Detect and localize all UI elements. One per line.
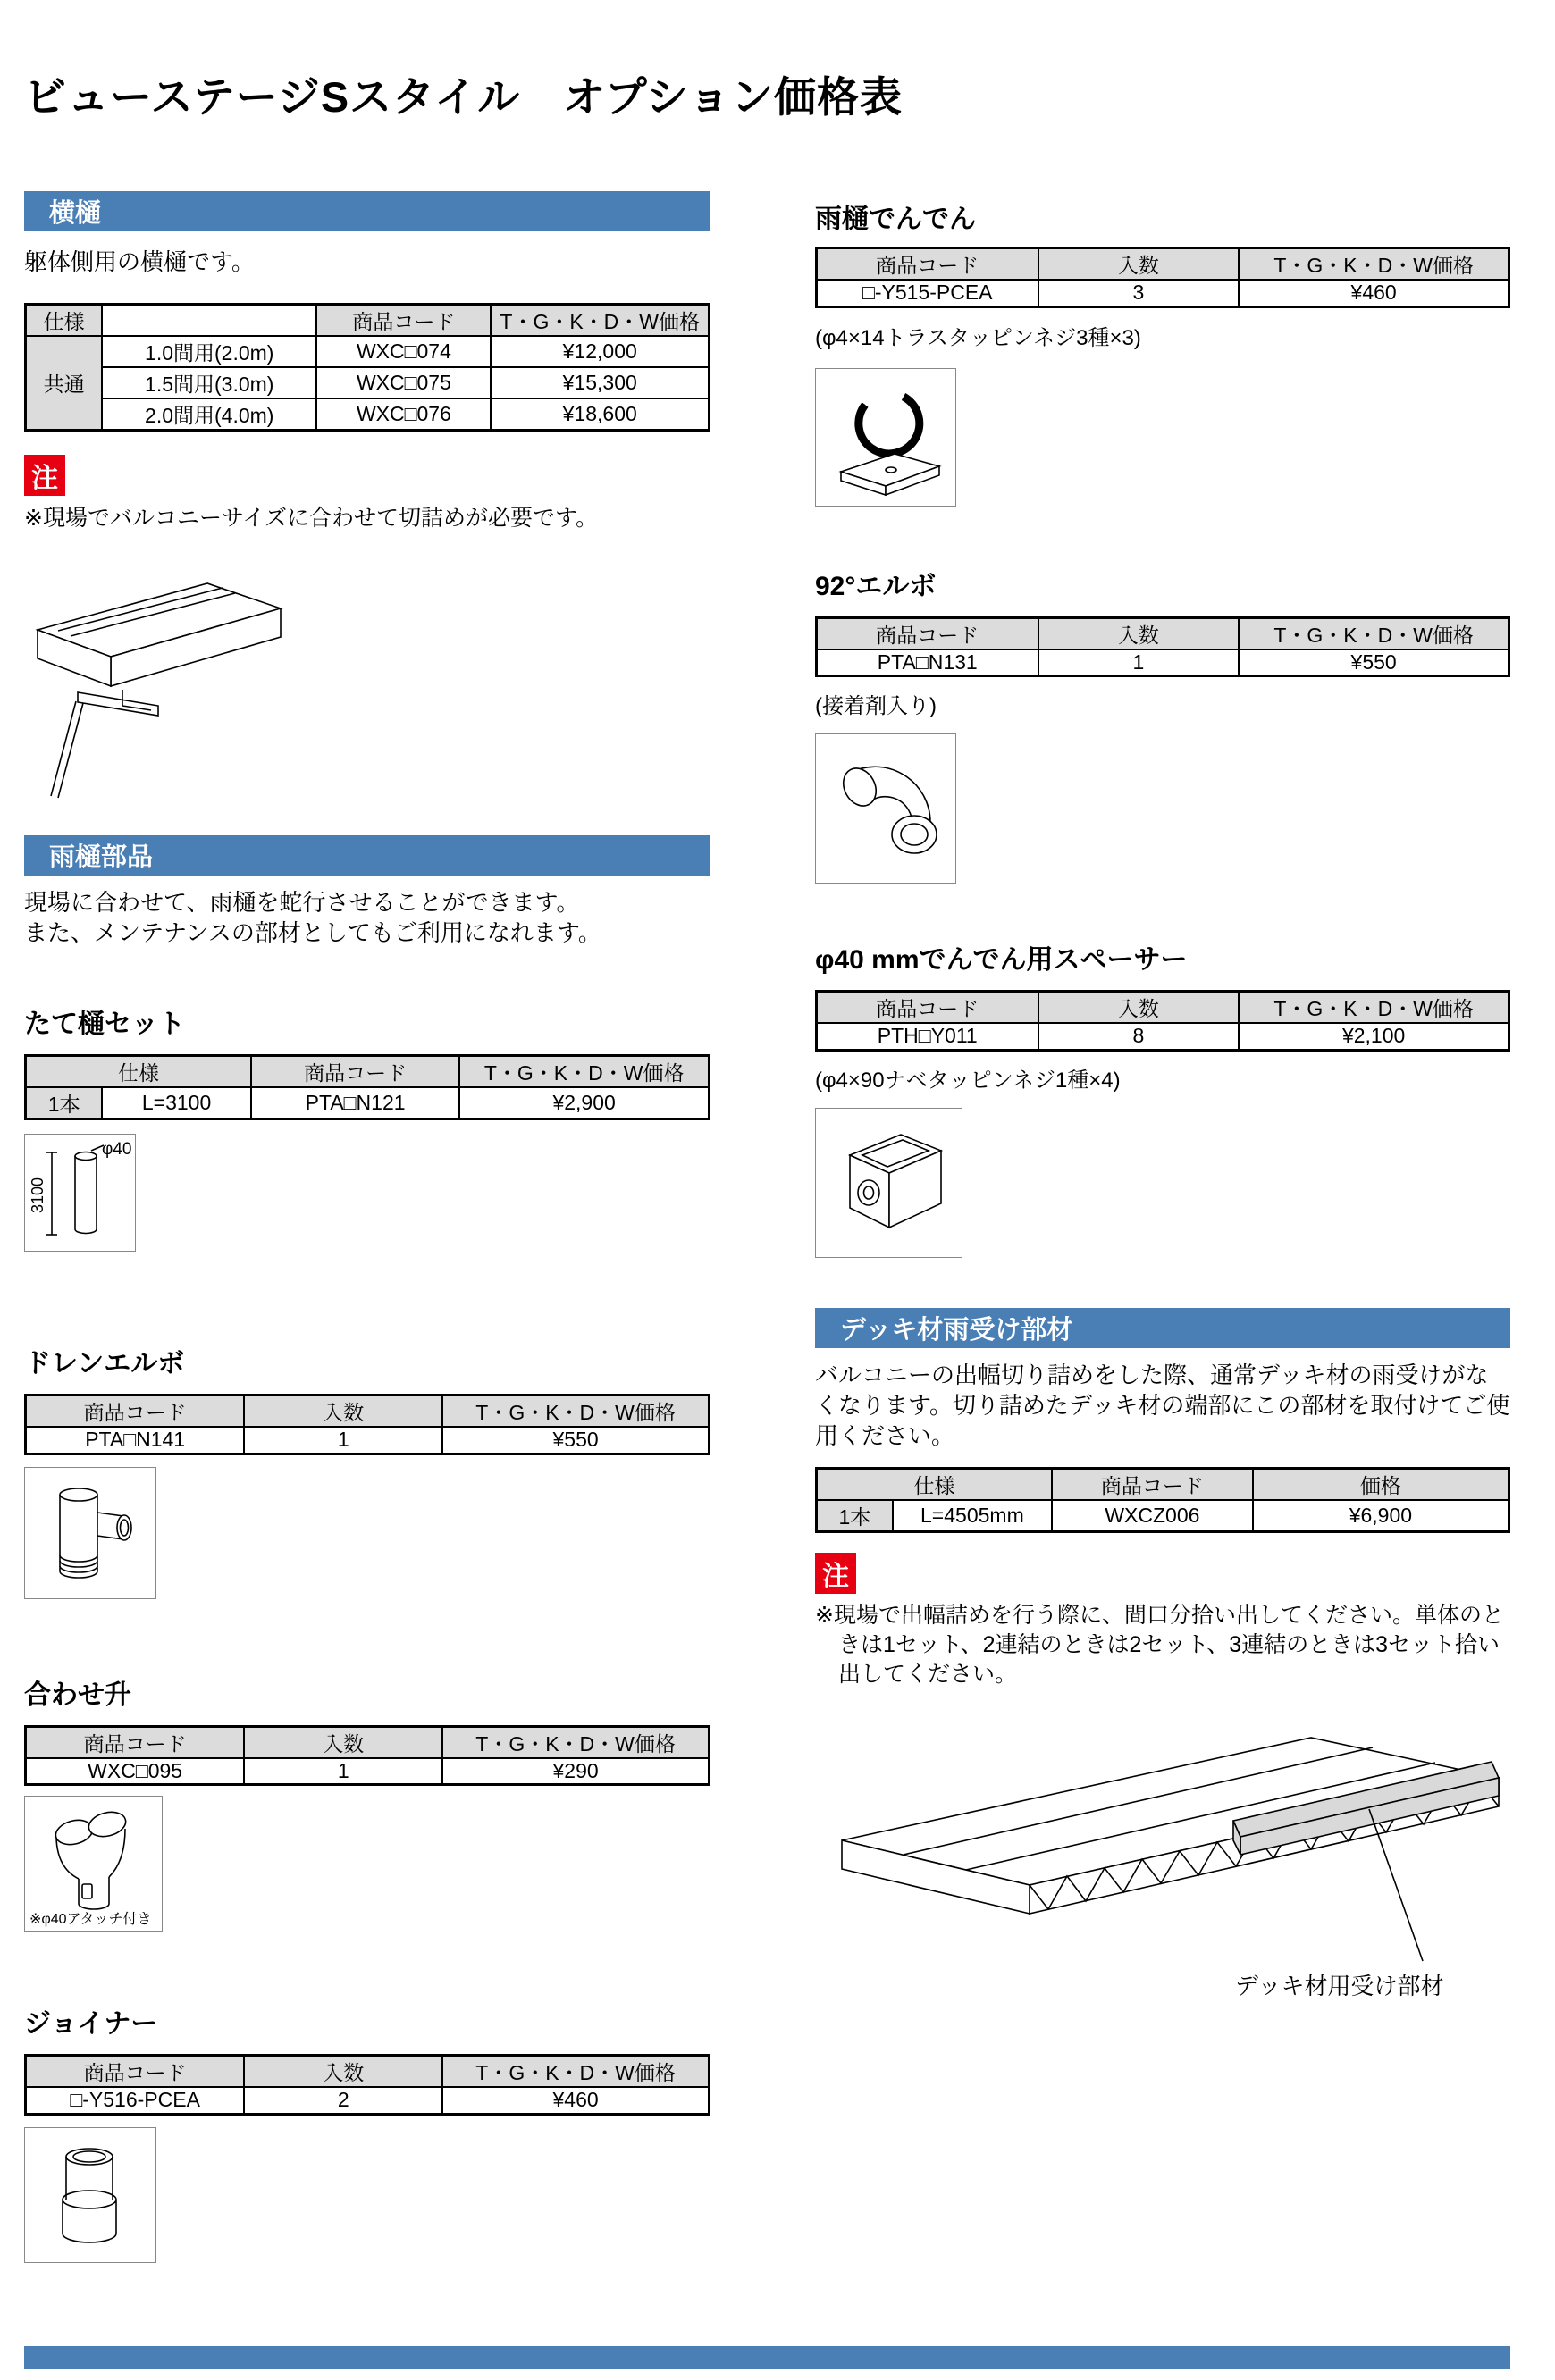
deck-drawing-caption: デッキ材用受け部材 (1235, 1972, 1444, 1999)
table-row (26, 1758, 710, 1785)
col-header-price: T・G・K・D・W価格 (442, 1395, 709, 1428)
col-header-price: T・G・K・D・W価格 (459, 1056, 709, 1088)
col-header-qty: 入数 (244, 2056, 442, 2088)
tatetoi-table (24, 1054, 710, 1120)
cell-price: ¥550 (442, 1427, 709, 1454)
table-header-row (26, 305, 710, 337)
cell-price: ¥290 (442, 1758, 709, 1785)
elbow92-drawing (816, 734, 955, 883)
awasemasu-title: 合わせ升 (24, 1680, 131, 1710)
denden-drawing (816, 369, 955, 506)
spacer-drawing-box (815, 1108, 962, 1258)
col-header-code: 商品コード (26, 1726, 245, 1758)
spacer-drawing (816, 1109, 962, 1257)
deck-description: バルコニーの出幅切り詰めをした際、通常デッキ材の雨受けがなくなります。切り詰めたデッキ材の端部にこの部材を取付けてご使用ください。 (815, 1361, 1510, 1449)
table-row (817, 1023, 1509, 1050)
cell-qty: 1 (244, 1758, 442, 1785)
cell-group: 共通 (26, 336, 103, 431)
cell-price: ¥15,300 (491, 367, 709, 398)
col-header-price: 価格 (1253, 1468, 1509, 1500)
cell-qty: 1 (1038, 649, 1240, 676)
left-column (24, 191, 710, 2263)
awasemasu-drawing (25, 1797, 162, 1931)
cell-price: ¥18,600 (491, 398, 709, 431)
cell-spec: L=3100 (102, 1087, 251, 1119)
deck-table (815, 1467, 1510, 1533)
col-header-price: T・G・K・D・W価格 (1239, 617, 1509, 649)
col-header-code: 商品コード (1052, 1468, 1253, 1500)
col-header-code: 商品コード (316, 305, 491, 337)
drain-elbow-title: ドレンエルボ (24, 1349, 185, 1379)
awasemasu-caption: ※φ40アタッチ付き (29, 1912, 152, 1927)
spacer-note: (φ4×90ナベタッピンネジ1種×4) (815, 1068, 1121, 1093)
col-header-qty: 入数 (244, 1726, 442, 1758)
cell-price: ¥550 (1239, 649, 1509, 676)
cell-price: ¥12,000 (491, 336, 709, 367)
col-header-code: 商品コード (817, 617, 1038, 649)
table-header-row (26, 1056, 710, 1088)
page-title: ビューステージSスタイル オプション価格表 (24, 73, 903, 121)
footer-bar (24, 2346, 1510, 2369)
table-row (26, 367, 710, 398)
yokotoi-table (24, 303, 710, 432)
cell-qty: 3 (1038, 280, 1240, 306)
note-badge: 注 (24, 455, 65, 496)
table-row (26, 2087, 710, 2114)
cell-unit: 1本 (26, 1087, 103, 1119)
cell-size: 2.0間用(4.0m) (102, 398, 316, 431)
tatetoi-drawing-box (24, 1134, 136, 1252)
drain-elbow-table (24, 1394, 710, 1455)
elbow92-title: 92°エルボ (815, 571, 937, 601)
cell-code: PTH□Y011 (817, 1023, 1038, 1050)
section-bar-yokotoi: 横樋 (24, 191, 710, 231)
cell-code: WXCZ006 (1052, 1500, 1253, 1532)
elbow92-drawing-box (815, 733, 956, 884)
col-header-qty: 入数 (1038, 248, 1240, 281)
right-column (815, 191, 1510, 2019)
cell-code: WXC□074 (316, 336, 491, 367)
tatetoi-title: たて樋セット (24, 1010, 185, 1039)
cell-price: ¥460 (442, 2087, 709, 2114)
joiner-drawing (25, 2128, 156, 2262)
elbow92-table (815, 616, 1510, 678)
tatetoi-length-label: 3100 (29, 1177, 46, 1213)
table-header-row (817, 992, 1509, 1024)
col-header-price: T・G・K・D・W価格 (442, 2056, 709, 2088)
col-header-code: 商品コード (26, 1395, 245, 1428)
denden-table (815, 247, 1510, 308)
cell-code: PTA□N131 (817, 649, 1038, 676)
col-header-blank (102, 305, 316, 337)
col-header-code: 商品コード (817, 992, 1038, 1024)
table-header-row (26, 1395, 710, 1428)
col-header-code: 商品コード (26, 2056, 245, 2088)
table-row (26, 398, 710, 431)
cell-code: □-Y516-PCEA (26, 2087, 245, 2114)
cell-spec: L=4505mm (893, 1500, 1052, 1532)
joiner-title: ジョイナー (24, 2009, 158, 2039)
spacer-title: φ40 mmでんでん用スペーサー (815, 945, 1188, 975)
spacer-table (815, 990, 1510, 1052)
drain-elbow-drawing (25, 1468, 156, 1598)
table-header-row (26, 1726, 710, 1758)
tatetoi-diameter-label: φ40 (102, 1140, 132, 1159)
col-header-qty: 入数 (244, 1395, 442, 1428)
col-header-price: T・G・K・D・W価格 (442, 1726, 709, 1758)
cell-price: ¥2,100 (1239, 1023, 1509, 1050)
yokotoi-note: ※現場でバルコニーサイズに合わせて切詰めが必要です。 (24, 506, 598, 531)
cell-size: 1.0間用(2.0m) (102, 336, 316, 367)
cell-qty: 2 (244, 2087, 442, 2114)
table-row (817, 1500, 1509, 1532)
cell-price: ¥2,900 (459, 1087, 709, 1119)
table-row (817, 280, 1509, 306)
table-header-row (817, 248, 1509, 281)
col-header-spec: 仕様 (26, 1056, 251, 1088)
cell-size: 1.5間用(3.0m) (102, 367, 316, 398)
section-bar-deck: デッキ材雨受け部材 (815, 1308, 1510, 1348)
col-header-qty: 入数 (1038, 617, 1240, 649)
cell-code: PTA□N121 (251, 1087, 459, 1119)
denden-note: (φ4×14トラスタッピンネジ3種×3) (815, 325, 1141, 350)
cell-unit: 1本 (817, 1500, 893, 1532)
cell-price: ¥460 (1239, 280, 1509, 306)
cell-code: WXC□075 (316, 367, 491, 398)
col-header-spec: 仕様 (26, 305, 103, 337)
table-header-row (817, 617, 1509, 649)
cell-price: ¥6,900 (1253, 1500, 1509, 1532)
joiner-table (24, 2054, 710, 2116)
col-header-code: 商品コード (817, 248, 1038, 281)
awasemasu-drawing-box (24, 1796, 163, 1932)
joiner-drawing-box (24, 2127, 156, 2263)
cell-code: PTA□N141 (26, 1427, 245, 1454)
col-header-qty: 入数 (1038, 992, 1240, 1024)
col-header-price: T・G・K・D・W価格 (491, 305, 709, 337)
table-row (26, 1427, 710, 1454)
elbow92-note: (接着剤入り) (815, 694, 937, 718)
table-header-row (26, 2056, 710, 2088)
cell-code: WXC□076 (316, 398, 491, 431)
cell-code: □-Y515-PCEA (817, 280, 1038, 306)
table-header-row (817, 1468, 1509, 1500)
table-row (817, 649, 1509, 676)
denden-title: 雨樋でんでん (815, 205, 976, 234)
deck-drawing (815, 1706, 1510, 2019)
tatetoi-drawing (25, 1135, 135, 1251)
amatoi-description-1: 現場に合わせて、雨樋を蛇行させることができます。 (24, 889, 580, 916)
denden-drawing-box (815, 368, 956, 507)
table-row (26, 336, 710, 367)
yokotoi-description: 躯体側用の横樋です。 (24, 248, 255, 275)
drain-elbow-drawing-box (24, 1467, 156, 1599)
section-bar-amatoi-parts: 雨樋部品 (24, 835, 710, 876)
cell-qty: 1 (244, 1427, 442, 1454)
awasemasu-table (24, 1725, 710, 1787)
yokotoi-drawing (24, 567, 292, 804)
amatoi-description-2: また、メンテナンスの部材としてもご利用になれます。 (24, 919, 601, 946)
col-header-code: 商品コード (251, 1056, 459, 1088)
cell-qty: 8 (1038, 1023, 1240, 1050)
col-header-price: T・G・K・D・W価格 (1239, 992, 1509, 1024)
table-row (26, 1087, 710, 1119)
col-header-spec: 仕様 (817, 1468, 1053, 1500)
note-badge: 注 (815, 1553, 856, 1594)
col-header-price: T・G・K・D・W価格 (1239, 248, 1509, 281)
deck-note: ※現場で出幅詰めを行う際に、間口分拾い出してください。単体のときは1セット、2連結のときは2セット、3連結のときは3セット拾い出してください。 (815, 1602, 1504, 1687)
cell-code: WXC□095 (26, 1758, 245, 1785)
